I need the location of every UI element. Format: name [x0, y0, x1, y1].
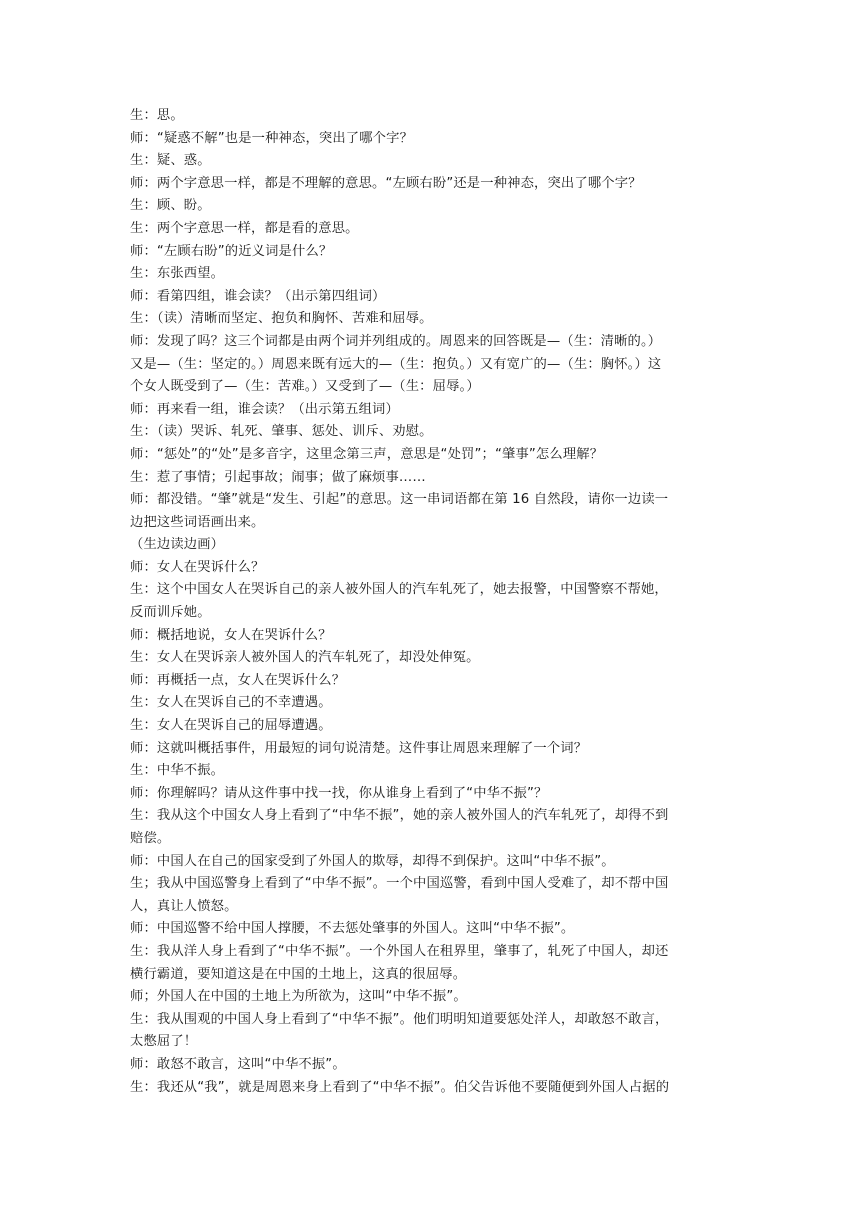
text-line: 生：女人在哭诉自己的不幸遭遇。 [130, 695, 332, 711]
text-line: 生：这个中国女人在哭诉自己的亲人被外国人的汽车轧死了，她去报警，中国警察不帮她， [130, 582, 668, 598]
text-line: 又是—（生：坚定的。）周恩来既有远大的—（生：抱负。）又有宽广的—（生：胸怀。）这 [130, 356, 662, 372]
text-line: 生：我从围观的中国人身上看到了“中华不振”。他们明明知道要惩处洋人，却敢怒不敢言， [130, 1011, 669, 1027]
text-line: 生：思。 [130, 108, 184, 123]
text-line: 生：疑、惑。 [130, 153, 211, 169]
text-line: 师：“疑惑不解”也是一种神态，突出了哪个字？ [130, 130, 414, 146]
text-line: 太憋屈了！ [130, 1034, 198, 1050]
text-line: 师：概括地说，女人在哭诉什么？ [130, 627, 332, 643]
text-line: 生：中华不振。 [130, 763, 225, 779]
text-line: （生边读边画） [130, 537, 225, 553]
text-line: 师：再概括一点，女人在哭诉什么？ [130, 672, 346, 688]
text-line: 生：顾、盼。 [130, 198, 211, 214]
text-line: 师：看第四组，谁会读？（出示第四组词） [130, 288, 386, 304]
text-line: 生：我从这个中国女人身上看到了“中华不振”，她的亲人被外国人的汽车轧死了，却得不到 [130, 808, 669, 824]
text-line: 生：（读）哭诉、轧死、肇事、惩处、训斥、劝慰。 [130, 424, 433, 440]
text-line: 师：敢怒不敢言，这叫“中华不振”。 [130, 1056, 346, 1072]
text-line: 横行霸道，要知道这是在中国的土地上，这真的很屈辱。 [130, 966, 467, 982]
text-line: 生：两个字意思一样，都是看的意思。 [130, 220, 359, 236]
text-line: 生：女人在哭诉自己的屈辱遭遇。 [130, 718, 332, 734]
text-line: 生：（读）清晰而坚定、抱负和胸怀、苦难和屈辱。 [130, 311, 433, 327]
text-line: 师：这就叫概括事件，用最短的词句说清楚。这件事让周恩来理解了一个词？ [130, 740, 588, 756]
text-line: 师：“惩处”的“处”是多音字，这里念第三声，意思是“处罚”；“肇事”怎么理解？ [130, 446, 604, 462]
text-line: 师：你理解吗？请从这件事中找一找，你从谁身上看到了“中华不振”？ [130, 785, 548, 801]
text-line: 师：两个字意思一样，都是不理解的意思。“左顾右盼”还是一种神态，突出了哪个字？ [130, 175, 642, 191]
text-line: 师：中国人在自己的国家受到了外国人的欺辱，却得不到保护。这叫“中华不振”。 [130, 853, 615, 869]
text-line: 个女人既受到了—（生：苦难。）又受到了—（生：屈辱。） [130, 379, 480, 395]
document-page [130, 105, 734, 1099]
text-line: 人，真让人愤怒。 [130, 898, 238, 914]
text-line: 师：发现了吗？这三个词都是由两个词并列组成的。周恩来的回答既是—（生：清晰的。） [130, 333, 662, 349]
text-line: 师；外国人在中国的土地上为所欲为，这叫“中华不振”。 [130, 989, 467, 1005]
text-line: 师：都没错。“肇”就是“发生、引起”的意思。这一串词语都在第 16 自然段，请你一边读一 [130, 492, 669, 508]
text-line: 师：再来看一组，谁会读？（出示第五组词） [130, 401, 399, 417]
text-line: 生：我还从“我”，就是周恩来身上看到了“中华不振”。伯父告诉他不要随便到外国人占据的 [130, 1079, 670, 1095]
text-line: 生：女人在哭诉亲人被外国人的汽车轧死了，却没处伸冤。 [130, 650, 480, 666]
text-line: 生：惹了事情；引起事故；闹事；做了麻烦事…… [130, 469, 426, 485]
text-line: 赔偿。 [130, 831, 171, 846]
text-line: 师：“左顾右盼”的近义词是什么？ [130, 243, 333, 259]
text-line: 生：东张西望。 [130, 266, 225, 282]
text-line: 师：女人在哭诉什么？ [130, 559, 265, 575]
text-line: 师：中国巡警不给中国人撑腰，不去惩处肇事的外国人。这叫“中华不振”。 [130, 921, 575, 937]
text-line: 边把这些词语画出来。 [130, 514, 265, 530]
text-line: 生；我从中国巡警身上看到了“中华不振”。一个中国巡警，看到中国人受难了，却不帮中国 [130, 876, 669, 892]
text-line: 反而训斥她。 [130, 605, 211, 621]
text-line: 生：我从洋人身上看到了“中华不振”。一个外国人在租界里，肇事了，轧死了中国人，却还 [130, 943, 669, 959]
